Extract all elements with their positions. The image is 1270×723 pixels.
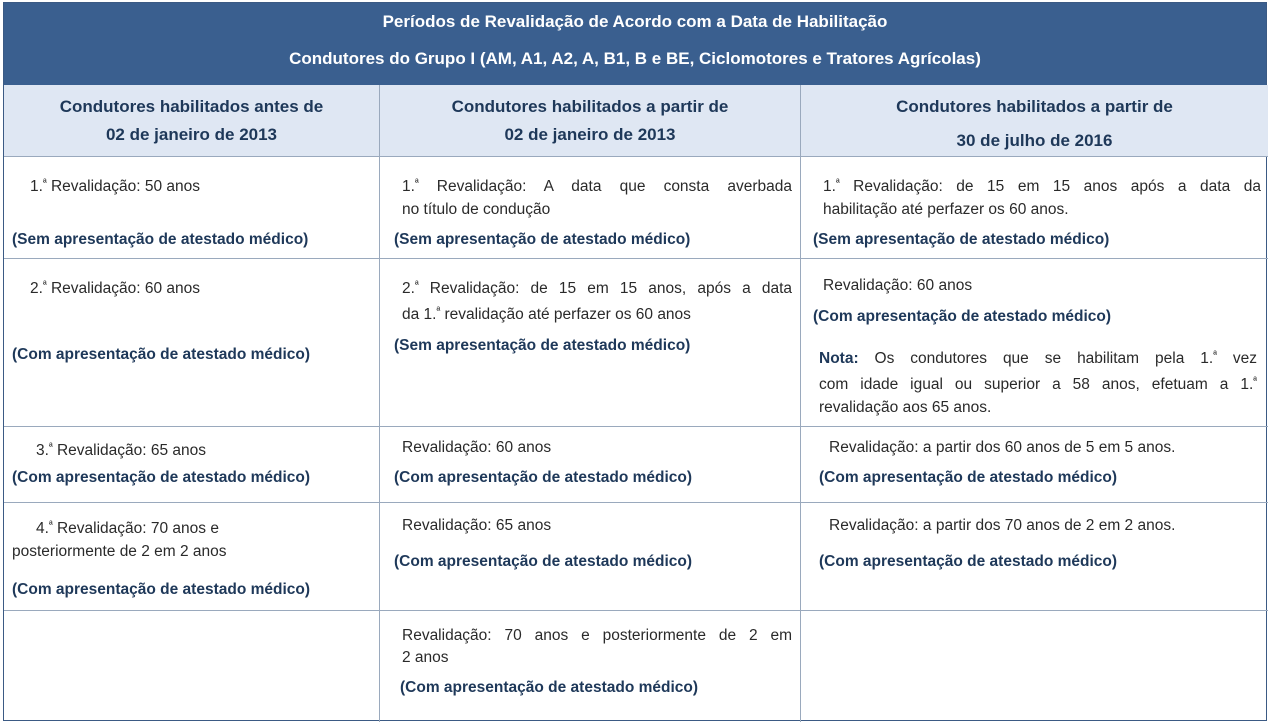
cell-col1-row2 <box>4 259 380 427</box>
cell-col2-row3 <box>380 427 801 503</box>
header-col1-line2: 02 de janeiro de 2013 <box>105 125 278 144</box>
cell-col3-row4 <box>801 503 1268 611</box>
header-col2-line1: Condutores habilitados a partir de <box>451 97 729 116</box>
medical-note: (Com apresentação de atestado médico) <box>394 553 693 570</box>
cell-text: Revalidação: a partir dos 60 anos de 5 em 5 anos. <box>829 439 1176 456</box>
medical-note: (Sem apresentação de atestado médico) <box>12 231 309 248</box>
cell-text: 2.$^ª$ Revalidação: 60 anos <box>30 280 201 297</box>
revalidation-table <box>3 2 1267 721</box>
cell-text: 1.$^ª$ Revalidação: 50 anos <box>30 178 201 195</box>
nota-line1: Nota: Os condutores que se habilitam pela 1.$^ª$ vez <box>819 350 1257 367</box>
header-col3-line2: 30 de julho de 2016 <box>956 131 1113 150</box>
table-title-line1: Períodos de Revalidação de Acordo com a Data de Habilitação <box>382 12 888 31</box>
nota-line3: revalidação aos 65 anos. <box>819 399 992 416</box>
cell-text: 4.$^ª$ Revalidação: 70 anos e <box>36 520 219 537</box>
medical-note: (Com apresentação de atestado médico) <box>12 469 311 486</box>
cell-col3-row3 <box>801 427 1268 503</box>
cell-col3-row5 <box>801 611 1268 722</box>
table-title-line2: Condutores do Grupo I (AM, A1, A2, A, B1, B e BE, Ciclomotores e Tratores Agrícolas) <box>289 49 981 68</box>
cell-text: Revalidação: 70 anos e posteriormente de 2 em <box>402 627 792 644</box>
cell-text: Revalidação: 60 anos <box>823 277 973 294</box>
medical-note: (Com apresentação de atestado médico) <box>394 469 693 486</box>
header-col1-line1: Condutores habilitados antes de <box>59 97 324 116</box>
cell-col3-row2 <box>801 259 1268 427</box>
cell-text: Revalidação: 65 anos <box>402 517 552 534</box>
medical-note: (Com apresentação de atestado médico) <box>819 469 1118 486</box>
cell-text: habilitação até perfazer os 60 anos. <box>823 201 1069 218</box>
cell-text: 1.$^ª$ Revalidação: A data que consta averbada <box>402 178 792 195</box>
cell-text: da 1.$^ª$ revalidação até perfazer os 60 anos <box>402 306 691 323</box>
cell-text: Revalidação: 60 anos <box>402 439 552 456</box>
cell-col1-row5 <box>4 611 380 722</box>
cell-col2-row4 <box>380 503 801 611</box>
medical-note: (Sem apresentação de atestado médico) <box>394 231 691 248</box>
cell-text: 2.$^ª$ Revalidação: de 15 em 15 anos, após a data <box>402 280 792 297</box>
table-title-bar <box>4 3 1266 85</box>
cell-col2-row5 <box>380 611 801 722</box>
medical-note: (Sem apresentação de atestado médico) <box>394 337 691 354</box>
cell-text: Revalidação: a partir dos 70 anos de 2 em 2 anos. <box>829 517 1176 534</box>
header-col2 <box>380 85 801 157</box>
cell-col1-row3 <box>4 427 380 503</box>
header-col1 <box>4 85 380 157</box>
medical-note: (Com apresentação de atestado médico) <box>819 553 1118 570</box>
cell-text: 2 anos <box>402 649 449 666</box>
header-col2-line2: 02 de janeiro de 2013 <box>504 125 676 144</box>
medical-note: (Com apresentação de atestado médico) <box>12 581 311 598</box>
nota-line2: com idade igual ou superior a 58 anos, efetuam a 1.$^ª$ <box>819 376 1257 393</box>
cell-col1-row1 <box>4 157 380 259</box>
medical-note: (Com apresentação de atestado médico) <box>400 679 699 696</box>
nota-label: Nota: <box>819 350 859 367</box>
cell-col3-row1 <box>801 157 1268 259</box>
medical-note: (Com apresentação de atestado médico) <box>12 346 311 363</box>
cell-text: no título de condução <box>402 201 551 218</box>
medical-note: (Sem apresentação de atestado médico) <box>813 231 1110 248</box>
cell-col1-row4 <box>4 503 380 611</box>
cell-col2-row2 <box>380 259 801 427</box>
cell-col2-row1 <box>380 157 801 259</box>
cell-text: 3.$^ª$ Revalidação: 65 anos <box>36 442 207 459</box>
header-col3 <box>801 85 1268 157</box>
cell-text: posteriormente de 2 em 2 anos <box>12 543 227 560</box>
cell-text: 1.$^ª$ Revalidação: de 15 em 15 anos após a data da <box>823 178 1261 195</box>
medical-note: (Com apresentação de atestado médico) <box>813 308 1112 325</box>
header-col3-line1: Condutores habilitados a partir de <box>896 97 1173 116</box>
